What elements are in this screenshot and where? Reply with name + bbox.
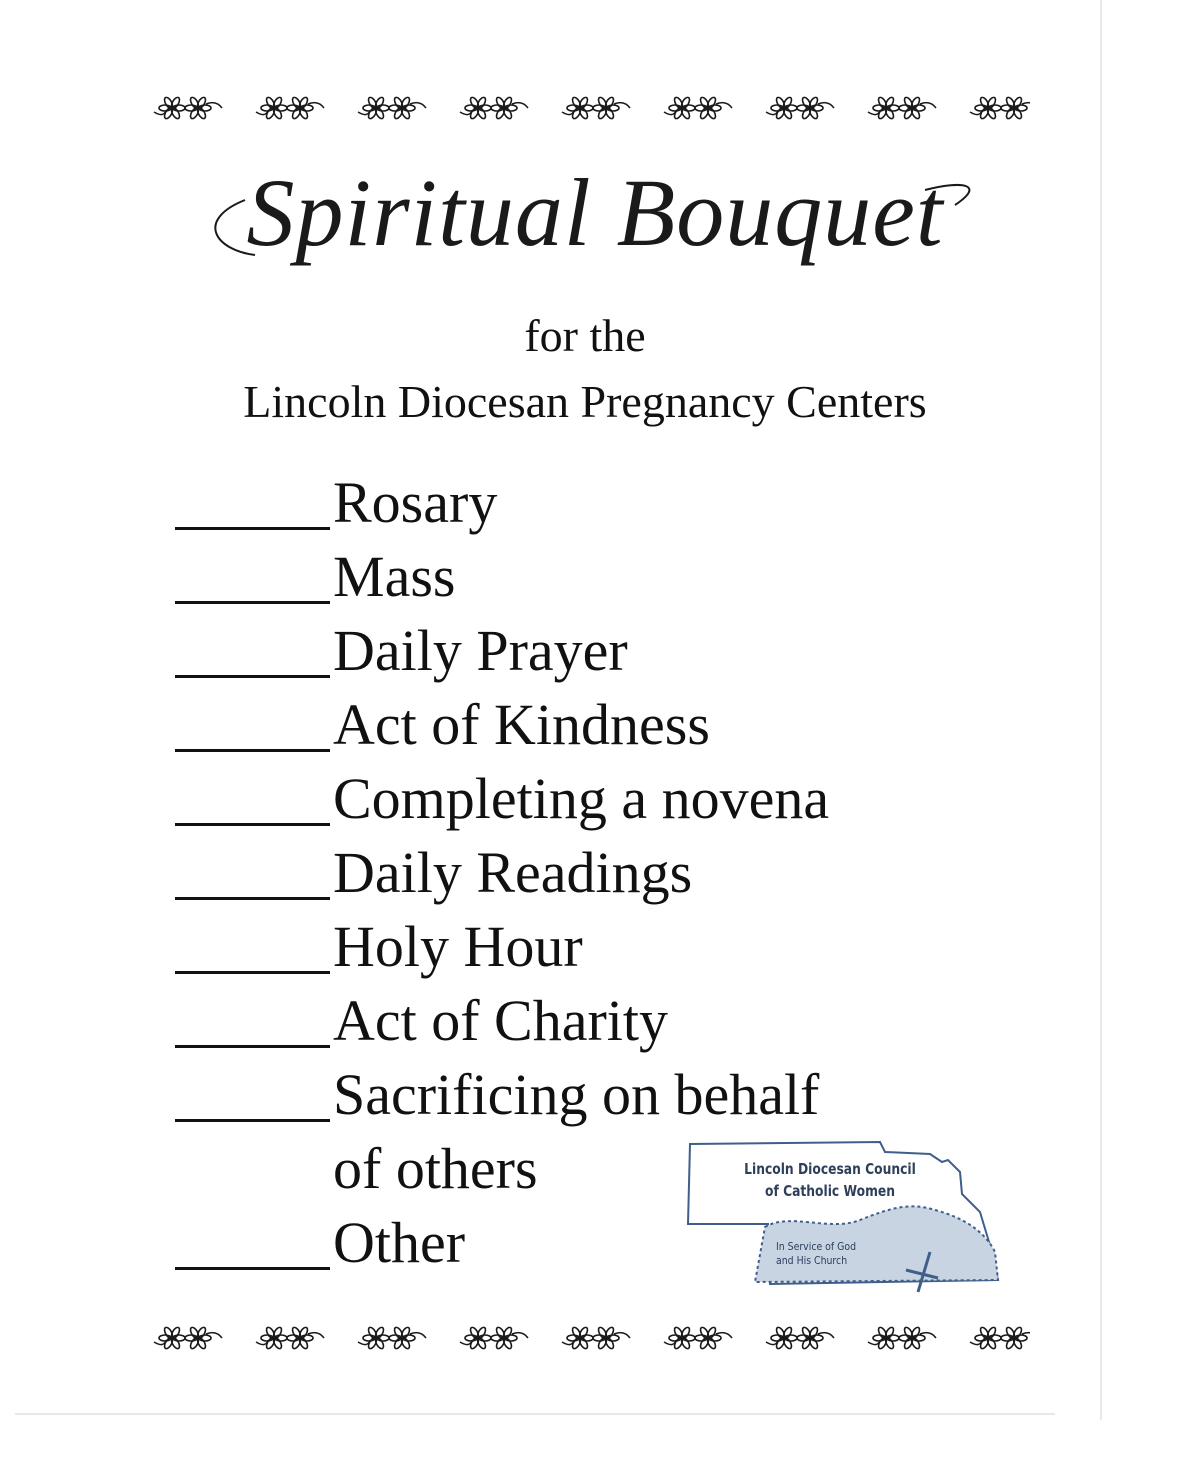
flower-pair-icon (256, 1326, 324, 1350)
flower-border-top (150, 88, 1030, 128)
flower-pair-icon (154, 96, 222, 120)
flower-pair-icon (766, 1326, 834, 1350)
tally-blank[interactable] (175, 842, 330, 900)
flower-pair-icon (664, 96, 732, 120)
subtitle-line-2: Lincoln Diocesan Pregnancy Centers (243, 376, 927, 427)
flower-pair-icon (256, 96, 324, 120)
list-item (175, 842, 935, 916)
tally-blank[interactable] (175, 620, 330, 678)
logo-line-1: Lincoln Diocesan Council (744, 1160, 916, 1178)
flower-pair-icon (154, 1326, 222, 1350)
flower-border-bottom (150, 1318, 1030, 1358)
logo-line-2: of Catholic Women (764, 1182, 895, 1200)
item-label: Daily Prayer (333, 618, 628, 683)
flower-pair-icon (562, 96, 630, 120)
item-label: Mass (333, 544, 456, 609)
tally-blank[interactable] (175, 546, 330, 604)
logo-tagline-1: In Service of God (776, 1240, 857, 1253)
tally-blank[interactable] (175, 1064, 330, 1122)
item-label: Rosary (333, 470, 498, 535)
list-item (175, 546, 935, 620)
flower-pair-icon (358, 1326, 426, 1350)
item-label: Holy Hour (333, 914, 583, 979)
indent-spacer (175, 1138, 330, 1196)
flower-pair-icon (460, 1326, 528, 1350)
flower-pair-icon (970, 1326, 1030, 1350)
list-item (175, 990, 935, 1064)
page-edge (15, 1413, 1055, 1415)
flower-pair-icon (868, 1326, 936, 1350)
ldccw-logo (680, 1132, 1010, 1302)
list-item (175, 916, 935, 990)
item-label: Act of Charity (333, 988, 669, 1053)
subtitle-line-1: for the (524, 310, 646, 361)
flower-pair-icon (868, 96, 936, 120)
flower-pair-icon (664, 1326, 732, 1350)
list-item (175, 620, 935, 694)
flower-pair-icon (460, 96, 528, 120)
list-item (175, 768, 935, 842)
tally-blank[interactable] (175, 694, 330, 752)
item-label: of others (333, 1136, 538, 1201)
item-label: Sacrificing on behalf (333, 1062, 820, 1127)
tally-blank[interactable] (175, 768, 330, 826)
title-text: Spiritual Bouquet (246, 159, 944, 266)
item-label: Act of Kindness (333, 692, 710, 757)
list-item (175, 472, 935, 546)
flower-pair-icon (766, 96, 834, 120)
flower-pair-icon (358, 96, 426, 120)
tally-blank[interactable] (175, 1212, 330, 1270)
tally-blank[interactable] (175, 472, 330, 530)
item-label: Other (333, 1210, 466, 1275)
logo-tagline-2: and His Church (776, 1254, 848, 1267)
tally-blank[interactable] (175, 990, 330, 1048)
tally-blank[interactable] (175, 916, 330, 974)
page-edge (1100, 0, 1102, 1420)
item-label: Completing a novena (333, 766, 830, 831)
list-item (175, 694, 935, 768)
item-label: Daily Readings (333, 840, 693, 905)
page-title (185, 150, 1005, 300)
flower-pair-icon (970, 96, 1030, 120)
list-item (175, 1064, 935, 1138)
flower-pair-icon (562, 1326, 630, 1350)
